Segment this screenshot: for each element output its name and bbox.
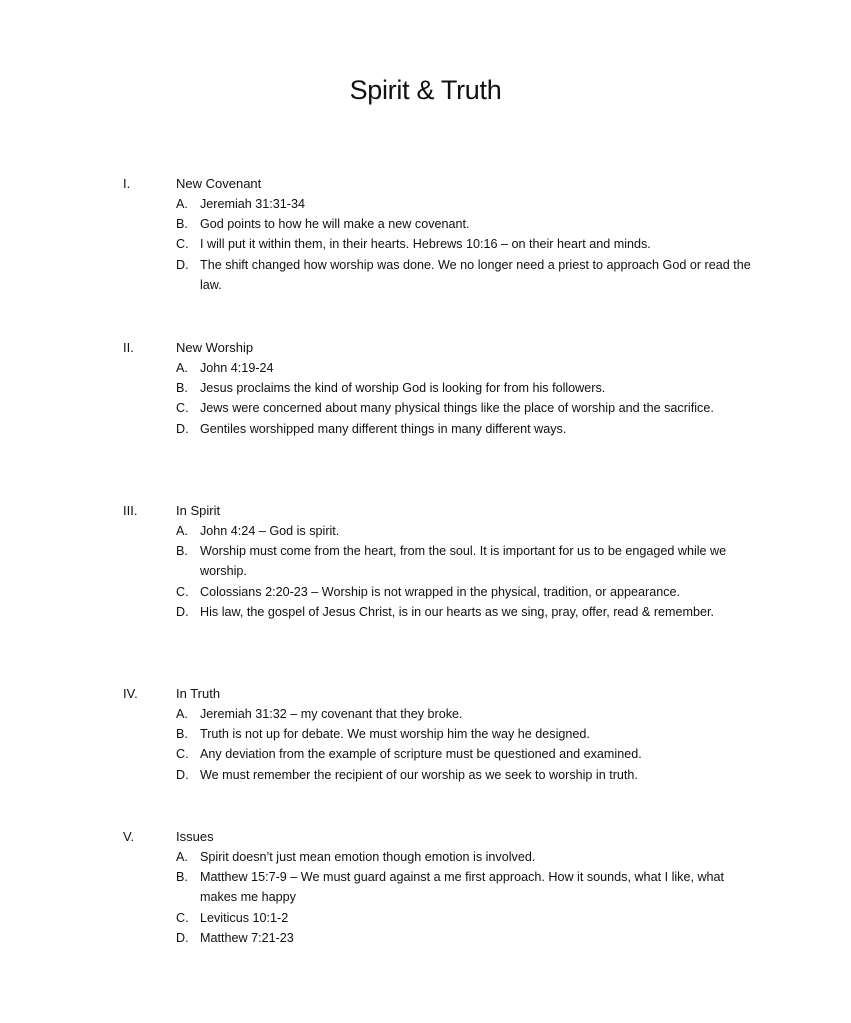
item-letter: A. [176, 707, 188, 721]
item-letter: D. [176, 767, 189, 782]
item-text: Any deviation from the example of scripture must be questioned and examined. [200, 747, 642, 762]
item-letter: A. [176, 197, 188, 211]
item-text: We must remember the recipient of our worship as we seek to worship in truth. [200, 767, 638, 782]
item-letter: B. [176, 727, 188, 742]
item-letter: A. [176, 361, 188, 375]
list-item [176, 419, 756, 439]
list-item [176, 582, 756, 602]
list-item [176, 602, 756, 622]
list-item [176, 847, 756, 867]
list-item [176, 765, 756, 785]
list-item [176, 214, 756, 234]
item-text: Worship must come from the heart, from the soul. It is important for us to be engaged while we worship. [200, 544, 727, 579]
list-item [176, 724, 756, 744]
section-heading: In Truth [176, 686, 221, 701]
item-text: Matthew 7:21-23 [200, 930, 294, 945]
list-item [176, 521, 756, 541]
list-item [176, 255, 756, 295]
item-letter: B. [176, 544, 188, 559]
section-items [176, 358, 756, 439]
item-text: I will put it within them, in their hearts. Hebrews 10:16 – on their heart and minds. [200, 237, 651, 252]
section-items [176, 704, 756, 785]
item-text: Gentiles worshipped many different things in many different ways. [200, 421, 567, 436]
item-text: The shift changed how worship was done. We no longer need a priest to approach God or read the law. [200, 257, 751, 292]
section-numeral: IV. [123, 686, 138, 701]
item-letter: D. [176, 257, 189, 272]
section-numeral: III. [123, 503, 138, 518]
list-item [176, 398, 756, 418]
page-title: Spirit & Truth [349, 75, 502, 105]
section-items [176, 847, 756, 948]
item-text: Matthew 15:7-9 – We must guard against a me first approach. How it sounds, what I like, what makes me happy [200, 870, 725, 905]
item-text: Leviticus 10:1-2 [200, 910, 289, 925]
list-item [176, 744, 756, 764]
item-letter: C. [176, 747, 189, 762]
item-text: Truth is not up for debate. We must worship him the way he designed. [200, 727, 590, 742]
list-item [176, 541, 756, 581]
item-letter: A. [176, 524, 188, 538]
section-numeral: I. [123, 176, 131, 191]
item-letter: C. [176, 237, 189, 252]
item-letter: D. [176, 930, 189, 945]
item-letter: B. [176, 217, 188, 232]
item-text: Jesus proclaims the kind of worship God is looking for from his followers. [200, 381, 606, 396]
item-text: God points to how he will make a new covenant. [200, 217, 470, 232]
section-heading: Issues [176, 829, 214, 844]
list-item [176, 908, 756, 928]
item-text: Jeremiah 31:32 – my covenant that they broke. [200, 707, 463, 721]
item-letter: A. [176, 850, 188, 864]
item-letter: C. [176, 584, 189, 599]
section-numeral: V. [123, 829, 135, 844]
item-letter: B. [176, 870, 188, 885]
list-item [176, 358, 756, 378]
item-letter: C. [176, 910, 189, 925]
list-item [176, 928, 756, 948]
item-text: Jews were concerned about many physical things like the place of worship and the sacrifice. [200, 401, 714, 416]
item-text: Colossians 2:20-23 – Worship is not wrapped in the physical, tradition, or appearance. [200, 584, 681, 599]
section-heading: In Spirit [176, 503, 221, 518]
item-text: Jeremiah 31:31-34 [200, 197, 306, 211]
item-letter: D. [176, 421, 189, 436]
list-item [176, 704, 756, 724]
item-text: John 4:19-24 [200, 361, 274, 375]
item-letter: C. [176, 401, 189, 416]
list-item [176, 234, 756, 254]
section-heading: New Worship [176, 340, 254, 355]
item-letter: D. [176, 604, 189, 619]
section-items [176, 194, 756, 295]
list-item [176, 867, 756, 907]
section-numeral: II. [123, 340, 134, 355]
section-heading: New Covenant [176, 176, 262, 191]
item-text: John 4:24 – God is spirit. [200, 524, 340, 538]
item-text: His law, the gospel of Jesus Christ, is in our hearts as we sing, pray, offer, read & remember. [200, 604, 715, 619]
item-letter: B. [176, 381, 188, 396]
list-item [176, 194, 756, 214]
item-text: Spirit doesn’t just mean emotion though emotion is involved. [200, 850, 536, 864]
section-items [176, 521, 756, 622]
list-item [176, 378, 756, 398]
